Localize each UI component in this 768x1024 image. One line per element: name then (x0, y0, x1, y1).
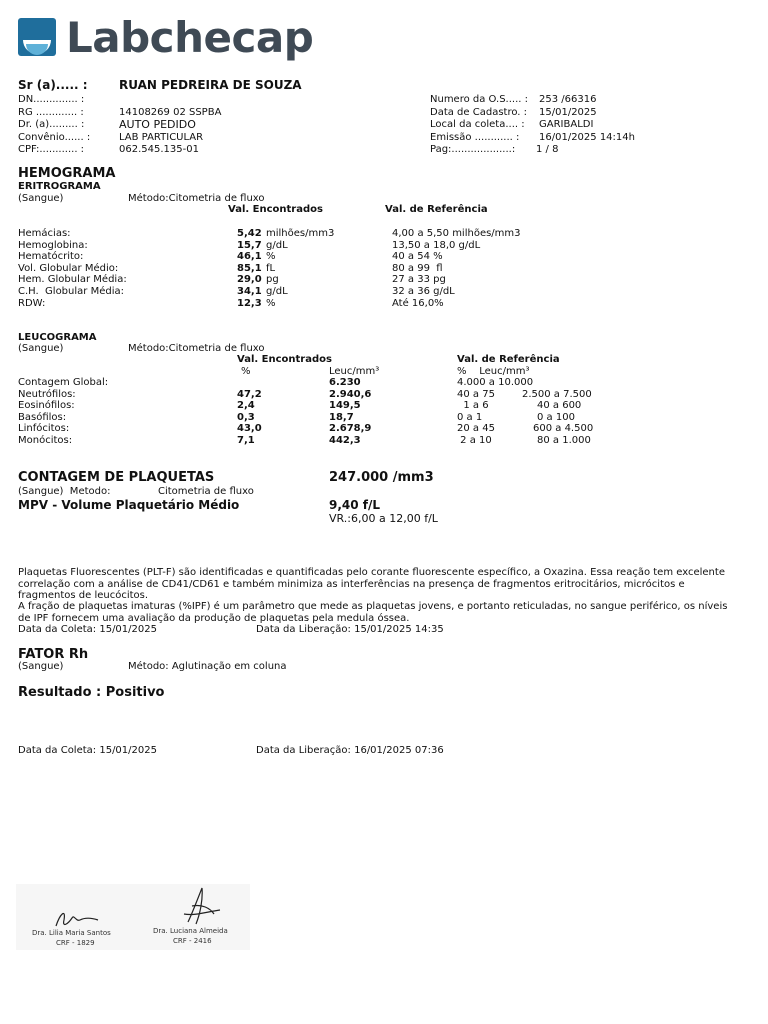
eritrograma-row-unit: % (266, 251, 276, 262)
eritrograma-row-label: Hemoglobina: (18, 240, 88, 251)
local-label: Local da coleta.... : (430, 119, 525, 130)
labchecap-logo-icon (18, 18, 56, 56)
leucograma-row-absolute: 149,5 (329, 400, 361, 411)
mpv-label: MPV - Volume Plaquetário Médio (18, 498, 240, 512)
plt-f-description: Plaquetas Fluorescentes (PLT-F) são identificadas e quantificadas pelo corante fluorescente específico, a Oxazina. Essa reação tem excelente correlação com a análise de CD41/CD61 e também minimiza as interferências na presença de fragmentos eritrocitários, micrócitos e fragmentos de leucócitos. (18, 567, 725, 601)
eritrograma-row-label: Hemácias: (18, 228, 71, 239)
eritrograma-row-reference: 13,50 a 18,0 g/dL (392, 240, 481, 251)
plaquetas-release-date: Data da Liberação: 15/01/2025 14:35 (256, 624, 444, 635)
eritrograma-row-value: 15,7 (237, 240, 262, 251)
page-label: Pag:...................: (430, 144, 516, 155)
plaquetas-value: 247.000 /mm3 (329, 470, 434, 485)
eritrograma-row-label: C.H. Globular Média: (18, 286, 124, 297)
leucograma-row-absolute: 2.940,6 (329, 389, 372, 400)
mpv-reference: VR.:6,00 a 12,00 f/L (329, 512, 438, 525)
cadastro-value: 15/01/2025 (539, 107, 597, 118)
leucograma-row-label: Contagem Global: (18, 377, 109, 388)
hemograma-title: HEMOGRAMA (18, 166, 116, 181)
signature-strokes (16, 884, 250, 950)
eritrograma-row-value: 5,42 (237, 228, 262, 239)
leucograma-col-ref: Val. de Referência (457, 354, 560, 365)
eritrograma-row-unit: g/dL (266, 286, 288, 297)
cpf-value: 062.545.135-01 (119, 144, 199, 155)
leucograma-row-ref-absolute: 40 a 600 (537, 400, 582, 411)
leucograma-sub-pct: % (241, 366, 251, 377)
fator-rh-collection-date: Data da Coleta: 15/01/2025 (18, 745, 157, 756)
leucograma-row-ref-percent: 4.000 a 10.000 (457, 377, 534, 388)
cpf-label: CPF:............ : (18, 144, 85, 155)
eritrograma-row-label: Hem. Globular Média: (18, 274, 127, 285)
leucograma-row-ref-absolute: 600 a 4.500 (533, 423, 594, 434)
brand-name: Labchecap (66, 13, 314, 62)
eritrograma-row-reference: 40 a 54 % (392, 251, 443, 262)
leucograma-row-label: Neutrófilos: (18, 389, 76, 400)
leucograma-row-percent: 47,2 (237, 389, 262, 400)
leucograma-title: LEUCOGRAMA (18, 332, 97, 343)
hemograma-col-ref: Val. de Referência (385, 204, 488, 215)
leucograma-sub-abs: Leuc/mm³ (329, 366, 380, 377)
eritrograma-row-label: RDW: (18, 298, 46, 309)
fator-rh-title: FATOR Rh (18, 647, 89, 662)
eritrograma-row-reference: 4,00 a 5,50 milhões/mm3 (392, 228, 521, 239)
rg-label: RG ............. : (18, 107, 84, 118)
eritrograma-row-value: 12,3 (237, 298, 262, 309)
leucograma-material: (Sangue) (18, 343, 64, 354)
signature-2-name: Dra. Luciana Almeida (153, 927, 228, 935)
eritrograma-row-value: 29,0 (237, 274, 262, 285)
leucograma-row-label: Basófilos: (18, 412, 67, 423)
rg-value: 14108269 02 SSPBA (119, 107, 222, 118)
eritrograma-row-unit: % (266, 298, 276, 309)
leucograma-row-percent: 2,4 (237, 400, 255, 411)
leucograma-row-ref-percent: 20 a 45 (457, 423, 495, 434)
eritrograma-row-value: 46,1 (237, 251, 262, 262)
leucograma-row-absolute: 2.678,9 (329, 423, 372, 434)
leucograma-row-percent: 7,1 (237, 435, 255, 446)
leucograma-col-found: Val. Encontrados (237, 354, 332, 365)
plaquetas-title: CONTAGEM DE PLAQUETAS (18, 470, 215, 485)
eritrograma-row-reference: Até 16,0% (392, 298, 444, 309)
leucograma-sub-ref: % Leuc/mm³ (457, 366, 530, 377)
eritrograma-row-reference: 27 a 33 pg (392, 274, 446, 285)
signature-2-crf: CRF - 2416 (173, 937, 212, 945)
eritrograma-row-value: 34,1 (237, 286, 262, 297)
eritrograma-row-reference: 80 a 99 fl (392, 263, 443, 274)
signature-block (16, 884, 250, 950)
mpv-value: 9,40 f/L (329, 498, 381, 512)
leucograma-row-label: Monócitos: (18, 435, 73, 446)
leucograma-row-label: Eosinófilos: (18, 400, 75, 411)
page-value: 1 / 8 (536, 144, 559, 155)
leucograma-row-absolute: 18,7 (329, 412, 354, 423)
eritrograma-row-unit: milhões/mm3 (266, 228, 335, 239)
eritrograma-row-unit: fL (266, 263, 276, 274)
eritrograma-row-unit: pg (266, 274, 279, 285)
ipf-description: A fração de plaquetas imaturas (%IPF) é um parâmetro que mede as plaquetas jovens, e portanto reticuladas, no sangue periférico, os níveis de IPF fornecem uma avaliação da produção de plaquetas pela medula óssea. (18, 601, 728, 624)
plaquetas-method: Citometria de fluxo (158, 486, 254, 497)
doctor-value: AUTO PEDIDO (119, 118, 196, 131)
patient-name: RUAN PEDREIRA DE SOUZA (119, 78, 302, 92)
fator-rh-release-date: Data da Liberação: 16/01/2025 07:36 (256, 745, 444, 756)
cadastro-label: Data de Cadastro. : (430, 107, 528, 118)
fator-rh-material: (Sangue) (18, 661, 64, 672)
hemograma-col-found: Val. Encontrados (228, 204, 323, 215)
eritrograma-row-value: 85,1 (237, 263, 262, 274)
leucograma-row-ref-absolute: 2.500 a 7.500 (522, 389, 592, 400)
plaquetas-material: (Sangue) Metodo: (18, 486, 111, 497)
emissao-label: Emissão ............ : (430, 132, 520, 143)
leucograma-row-ref-percent: 40 a 75 (457, 389, 495, 400)
eritrograma-row-label: Hematócrito: (18, 251, 84, 262)
os-value: 253 /66316 (539, 94, 597, 105)
leucograma-row-absolute: 6.230 (329, 377, 361, 388)
eritrograma-row-label: Vol. Globular Médio: (18, 263, 119, 274)
convenio-value: LAB PARTICULAR (119, 132, 204, 143)
leucograma-method: Método:Citometria de fluxo (128, 343, 265, 354)
leucograma-row-ref-percent: 0 a 1 (457, 412, 483, 423)
dn-label: DN.............. : (18, 94, 85, 105)
plaquetas-collection-date: Data da Coleta: 15/01/2025 (18, 624, 157, 635)
leucograma-row-ref-percent: 1 a 6 (457, 400, 489, 411)
leucograma-row-label: Linfócitos: (18, 423, 70, 434)
eritrograma-row-unit: g/dL (266, 240, 288, 251)
emissao-value: 16/01/2025 14:14h (539, 132, 635, 143)
signature-1-crf: CRF - 1829 (56, 939, 95, 947)
hemograma-material: (Sangue) (18, 193, 64, 204)
signature-1-name: Dra. Lilia Maria Santos (32, 929, 111, 937)
leucograma-row-percent: 0,3 (237, 412, 255, 423)
hemograma-method: Método:Citometria de fluxo (128, 193, 265, 204)
convenio-label: Convênio...... : (18, 132, 91, 143)
fator-rh-result: Resultado : Positivo (18, 685, 165, 700)
local-value: GARIBALDI (539, 119, 594, 130)
leucograma-row-ref-absolute: 0 a 100 (537, 412, 575, 423)
patient-name-label: Sr (a)..... : (18, 78, 88, 92)
leucograma-row-percent: 43,0 (237, 423, 262, 434)
leucograma-row-ref-percent: 2 a 10 (457, 435, 492, 446)
os-label: Numero da O.S..... : (430, 94, 528, 105)
leucograma-row-absolute: 442,3 (329, 435, 361, 446)
eritrograma-row-reference: 32 a 36 g/dL (392, 286, 455, 297)
leucograma-row-ref-absolute: 80 a 1.000 (537, 435, 591, 446)
fator-rh-method: Método: Aglutinação em coluna (128, 661, 287, 672)
eritrograma-subtitle: ERITROGRAMA (18, 181, 101, 192)
doctor-label: Dr. (a)......... : (18, 119, 85, 130)
